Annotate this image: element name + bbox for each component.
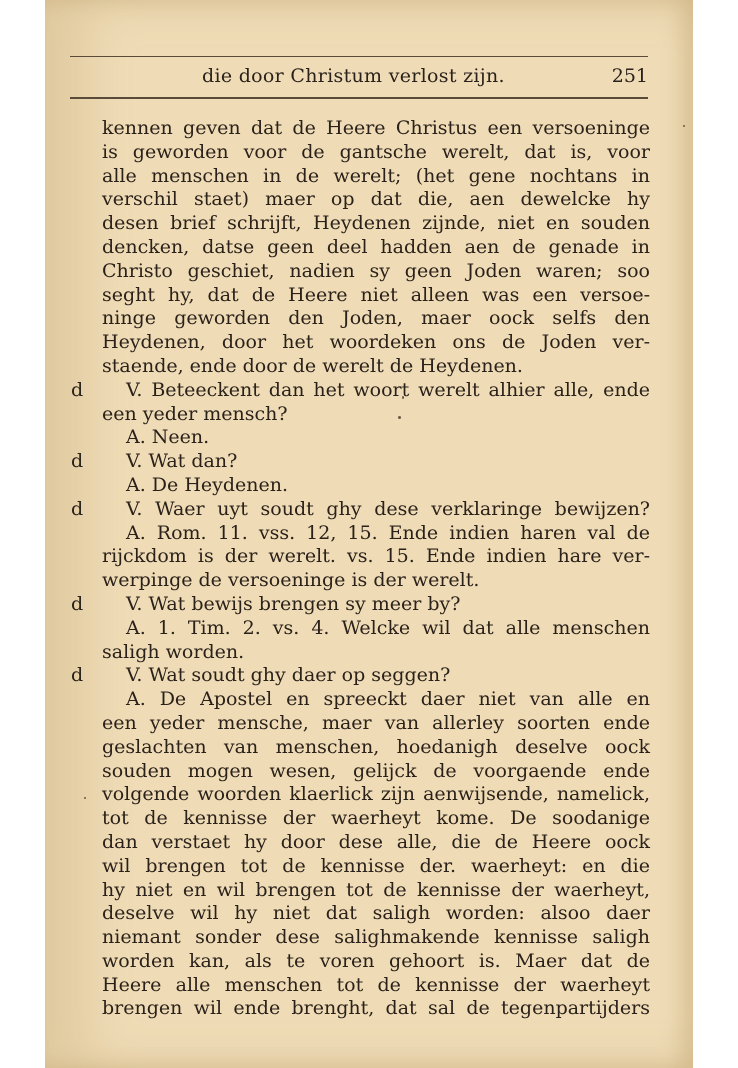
text-line (102, 783, 650, 807)
text-line (102, 284, 650, 308)
line-text: geslachten van menschen, hoedanigh deselve oock (102, 735, 650, 758)
line-text: A. De Apostel en spreeckt daer niet van alle en (126, 688, 650, 711)
text-line (102, 165, 650, 189)
line-text: rijckdom is der werelt. vs. 15. Ende indien hare ver- (102, 545, 650, 568)
line-text: kennen geven dat de Heere Christus een versoeninge (102, 117, 650, 139)
page-number: 251 (611, 65, 648, 87)
text-line (71, 497, 650, 522)
text-line (102, 403, 650, 427)
text-line (71, 664, 650, 688)
text-line (102, 807, 650, 831)
text-line (102, 926, 650, 950)
text-line (102, 879, 650, 903)
line-text: desen brief schrijft, Heydenen zijnde, niet en souden (102, 212, 650, 235)
text-line (102, 474, 650, 498)
line-text: niemant sonder dese salighmakende kennisse saligh (102, 926, 650, 949)
text-line (102, 426, 650, 450)
text-line (71, 450, 650, 474)
text-line (102, 760, 650, 784)
text-line (71, 378, 650, 403)
text-line (102, 236, 650, 260)
paper-speck (683, 125, 685, 127)
text-line (102, 641, 650, 665)
line-text: alle menschen in de werelt; (het gene nochtans in (102, 164, 650, 187)
line-text: A. Rom. 11. vss. 12, 15. Ende indien haren val de (126, 521, 650, 544)
header-rule-top (70, 56, 648, 57)
text-line (102, 736, 650, 760)
line-text: V. Wat dan? (126, 450, 238, 473)
line-text: V. Wat bewijs brengen sy meer by? (126, 592, 461, 615)
line-text: V. Waer uyt soudt ghy dese verklaringe bewijzen? (126, 497, 650, 520)
text-line (102, 260, 650, 284)
body-text (71, 117, 650, 1021)
line-text: een yeder mensch? (102, 402, 288, 425)
line-text: ninge geworden den Joden, maer oock selfs den (102, 307, 650, 330)
margin-mark: d (71, 664, 84, 687)
text-line (102, 688, 650, 712)
margin-mark: d (71, 378, 84, 401)
text-line (102, 307, 650, 331)
line-text: dencken, datse geen deel hadden aen de genade in (102, 235, 650, 258)
text-line (102, 212, 650, 236)
paper-speck (84, 797, 86, 799)
line-text: seght hy, dat de Heere niet alleen was een versoe- (102, 283, 650, 306)
text-line (102, 141, 650, 165)
text-line (102, 522, 650, 546)
text-line (102, 355, 650, 379)
line-text: wil brengen tot de kennisse der. waerheyt: en die (102, 854, 650, 877)
line-text: saligh worden. (102, 640, 245, 663)
line-text: A. Neen. (126, 426, 210, 449)
text-line (102, 117, 650, 141)
header-rule-bottom (70, 97, 648, 99)
line-text: staende, ende door de werelt de Heydenen. (102, 354, 523, 377)
line-text: A. De Heydenen. (126, 473, 289, 496)
line-text: tot de kennisse der waerheyt kome. De soodanige (102, 807, 650, 830)
line-text: A. 1. Tim. 2. vs. 4. Welcke wil dat alle menschen (126, 616, 650, 639)
line-text: hy niet en wil brengen tot de kennisse der waerheyt, (102, 878, 650, 901)
line-text: is geworden voor de gantsche werelt, dat is, voor (102, 140, 650, 163)
line-text: werpinge de versoeninge is der werelt. (102, 569, 480, 592)
margin-mark: d (71, 497, 84, 520)
text-line (102, 617, 650, 641)
text-line (102, 902, 650, 926)
text-line (102, 545, 650, 569)
line-text: Heydenen, door het woordeken ons de Joden ver- (102, 331, 650, 354)
line-text: een yeder mensche, maer van allerley soorten ende (102, 711, 650, 734)
line-text: deselve wil hy niet dat saligh worden: alsoo daer (102, 902, 650, 925)
line-text: brengen wil ende brenght, dat sal de tegenpartijders (102, 997, 650, 1020)
margin-mark: d (71, 592, 84, 615)
line-text: dan verstaet hy door dese alle, die de Heere oock (102, 830, 650, 853)
text-line (102, 188, 650, 212)
text-line (102, 331, 650, 355)
text-line (102, 855, 650, 879)
text-line (71, 592, 650, 617)
margin-mark: d (71, 450, 84, 473)
running-head: die door Christum verlost zijn. (202, 65, 505, 87)
line-text: worden kan, als te voren gehoort is. Maer dat de (102, 949, 650, 972)
line-text: V. Wat soudt ghy daer op seggen? (126, 664, 451, 687)
line-text: verschil staet) maer op dat die, aen dewelcke hy (102, 188, 650, 211)
text-line (102, 712, 650, 736)
line-text: Christo geschiet, nadien sy geen Joden waren; soo (102, 259, 650, 282)
line-text: volgende woorden klaerlick zijn aenwijsende, namelick, (102, 783, 650, 806)
text-line (102, 831, 650, 855)
text-line (102, 950, 650, 974)
line-text: Heere alle menschen tot de kennisse der waerheyt (102, 973, 650, 996)
text-line (102, 569, 650, 593)
line-text: souden mogen wesen, gelijck de voorgaende ende (102, 759, 650, 782)
text-line (102, 997, 650, 1021)
line-text: V. Beteeckent dan het woort werelt alhier alle, ende (126, 378, 650, 401)
text-line (102, 974, 650, 998)
